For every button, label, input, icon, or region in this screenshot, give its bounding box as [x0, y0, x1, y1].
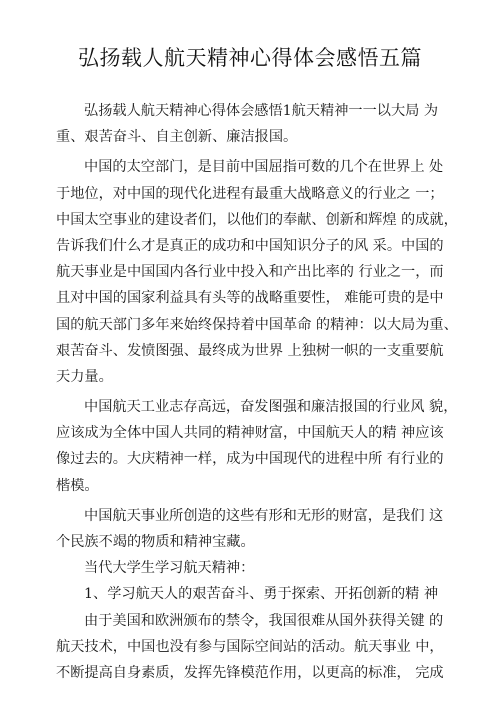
- text-line: 中国的太空部门，是目前中国屈指可数的几个在世界上 处: [84, 159, 444, 176]
- text-line: 重、艰苦奋斗、自主创新、廉洁报国。: [56, 129, 298, 146]
- text-line: 应该成为全体中国人共同的精神财富，中国航天人的精 神应该: [56, 425, 444, 442]
- text-line: 由于美国和欧洲颁布的禁令，我国很难从国外获得关键 的: [84, 612, 444, 629]
- text-line: 不断提高自身素质，发挥先锋模范作用，以更高的标准， 完成: [56, 664, 444, 681]
- text-line: 告诉我们什么才是真正的成功和中国知识分子的风 采。中国的: [56, 237, 444, 254]
- text-line: 于地位，对中国的现代化进程有最重大战略意义的行业之 一；: [56, 185, 444, 202]
- text-line: 个民族不竭的物质和精神宝藏。: [56, 534, 255, 550]
- text-line: 艰苦奋斗、发愤图强、最终成为世界 上独树一帜的一支重要航: [56, 342, 444, 359]
- text-line: 且对中国的国家利益具有头等的战略重要性， 难能可贵的是中: [56, 290, 444, 307]
- text-line: 中国航天事业所创造的这些有形和无形的财富，是我们 这: [84, 507, 444, 524]
- document-title: 弘扬载人航天精神心得体会感悟五篇: [78, 46, 422, 70]
- document-body: [56, 98, 458, 686]
- text-line: 航天事业是中国国内各行业中投入和产出比率的 行业之一，而: [56, 264, 444, 281]
- text-line: 像过去的。大庆精神一样，成为中国现代的进程中所 有行业的: [56, 451, 444, 468]
- text-line: 弘扬载人航天精神心得体会感悟1航天精神一一以大局 为: [84, 103, 439, 119]
- text-line: 中国航天工业志存高远，奋发图强和廉洁报国的行业风 貌，: [84, 399, 458, 416]
- text-line: 国的航天部门多年来始终保持着中国革命 的精神：以大局为重、: [56, 316, 458, 333]
- text-line: 天力量。: [56, 368, 113, 385]
- text-line: 当代大学生学习航天精神：: [84, 560, 255, 577]
- text-line: 楷模。: [56, 477, 99, 494]
- text-line: 航天技术，中国也没有参与国际空间站的活动。航天事业 中，: [56, 638, 444, 655]
- text-line: 中国太空事业的建设者们，以他们的奉献、创新和辉煌 的成就，: [56, 211, 458, 228]
- text-line: 1、学习航天人的艰苦奋斗、勇于探索、开拓创新的精 神: [84, 586, 439, 603]
